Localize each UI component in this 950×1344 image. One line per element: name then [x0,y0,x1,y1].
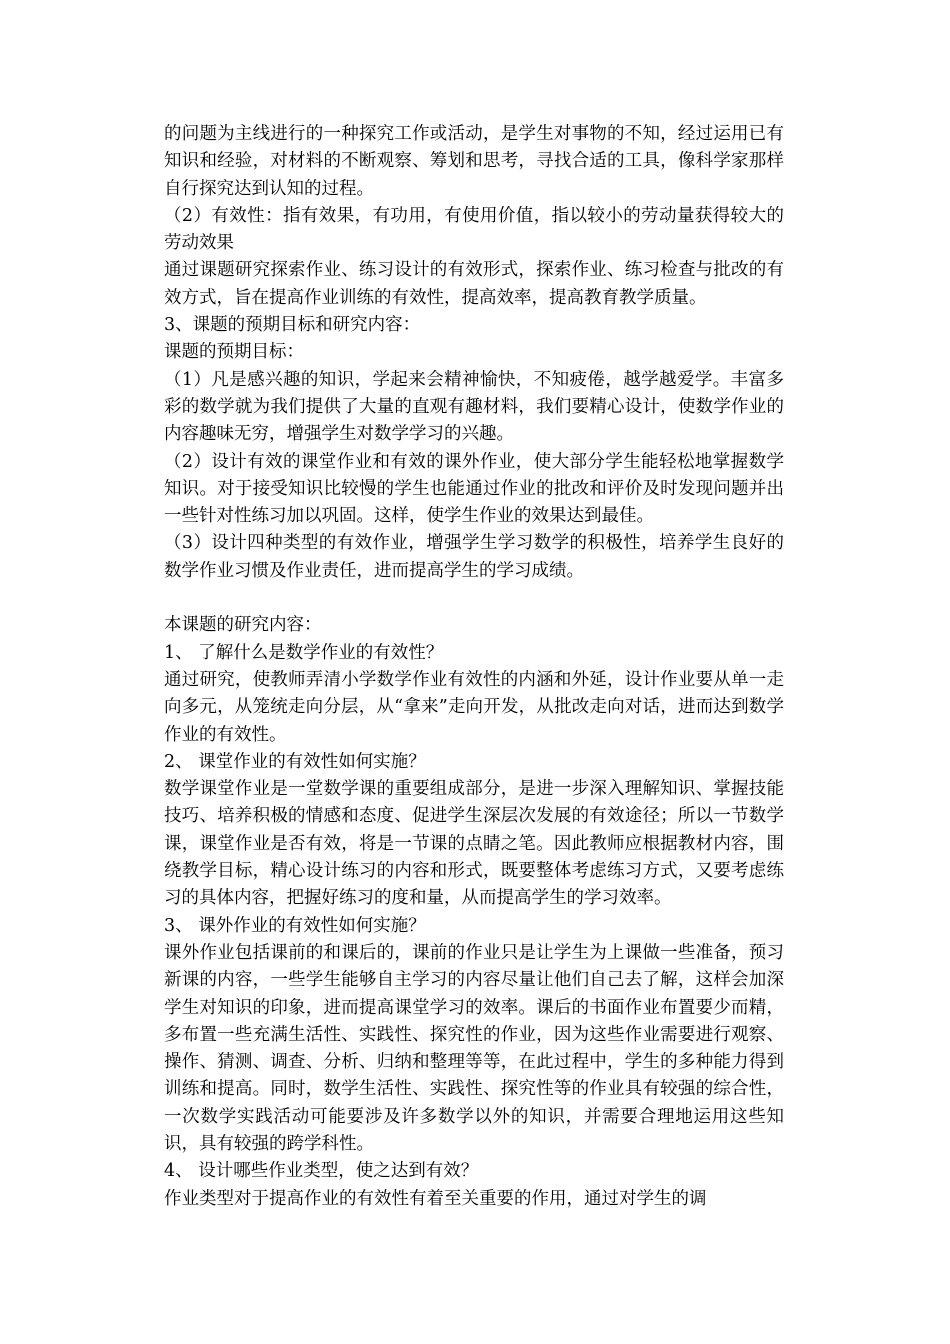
paragraph-research-purpose: 通过课题研究探索作业、练习设计的有效形式，探索作业、练习检查与批改的有效方式，旨在提高作业训练的有效性，提高效率，提高教育教学质量。 [164,260,784,308]
document-body [164,121,784,1213]
content-item-4-body: 作业类型对于提高作业的有效性有着至关重要的作用，通过对学生的调 [164,1188,707,1209]
blank-line [164,585,784,612]
section-heading-goals-and-content: 3、课题的预期目标和研究内容： [164,315,421,336]
subheading-research-content: 本课题的研究内容： [164,615,322,636]
goal-item-2: （2）设计有效的课堂作业和有效的课外作业，使大部分学生能轻松地掌握数学知识。对于接受知识比较慢的学生也能通过作业的批改和评价及时发现问题并出一些针对性练习加以巩固。这样，使学生作业的效果达到最佳。 [164,451,784,527]
paragraph-effectiveness-definition: （2）有效性：指有效果，有功用，有使用价值，指以较小的劳动量获得较大的劳动效果 [164,205,784,254]
content-item-3-body: 课外作业包括课前的和课后的，课前的作业只是让学生为上课做一些准备，预习新课的内容，一些学生能够自主学习的内容尽量让他们自己去了解，这样会加深学生对知识的印象，进而提高课堂学习的效率。课后的书面作业布置要少而精，多布置一些充满生活性、实践性、探究性的作业，因为这些作业需要进行观察、操作、猜测、调查、分析、归纳和整理等等，在此过程中，学生的多种能力得到训练和提高。同时，数学生活性、实践性、探究性等的作业具有较强的综合性，一次数学实践活动可能要涉及许多数学以外的知识，并需要合理地运用这些知识，具有较强的跨学科性。 [164,942,784,1154]
content-item-2-body: 数学课堂作业是一堂数学课的重要组成部分，是进一步深入理解知识、掌握技能技巧、培养积极的情感和态度、促进学生深层次发展的有效途径；所以一节数学课，课堂作业是否有效，将是一节课的点睛之笔。因此教师应根据教材内容，围绕教学目标，精心设计练习的内容和形式，既要整体考虑练习方式，又要考虑练习的具体内容，把握好练习的度和量，从而提高学生的学习效率。 [164,779,784,909]
goal-item-3: （3）设计四种类型的有效作业，增强学生学习数学的积极性，培养学生良好的数学作业习惯及作业责任，进而提高学生的学习成绩。 [164,533,784,581]
paragraph-intro-continuation: 的问题为主线进行的一种探究工作或活动，是学生对事物的不知，经过运用已有知识和经验，对材料的不断观察、筹划和思考，寻找合适的工具，像科学家那样自行探究达到认知的过程。 [164,124,784,199]
content-item-2-heading: 2、 课堂作业的有效性如何实施？ [164,751,426,772]
content-item-1-heading: 1、 了解什么是数学作业的有效性？ [164,642,444,663]
goal-item-1: （1）凡是感兴趣的知识，学起来会精神愉快，不知疲倦，越学越爱学。丰富多彩的数学就为我们提供了大量的直观有趣材料，我们要精心设计，使数学作业的内容趣味无穷，增强学生对数学学习的兴趣。 [164,369,784,445]
content-item-3-heading: 3、 课外作业的有效性如何实施？ [164,915,426,936]
content-item-4-heading: 4、 设计哪些作业类型，使之达到有效？ [164,1161,479,1182]
subheading-expected-goals: 课题的预期目标： [164,342,304,363]
content-item-1-body: 通过研究，使教师弄清小学数学作业有效性的内涵和外延，设计作业要从单一走向多元，从笼统走向分层，从“拿来”走向开发，从批改走向对话，进而达到数学作业的有效性。 [164,669,784,745]
